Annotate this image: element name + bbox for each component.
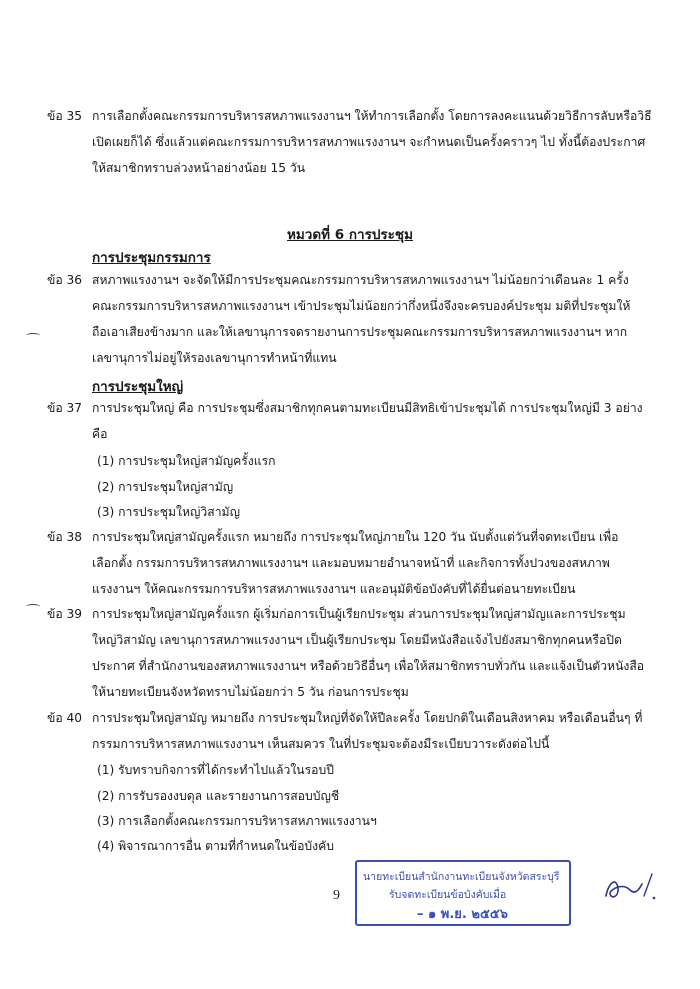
clause-35-line-3: ให้สมาชิกทราบล่วงหน้าอย่างน้อย 15 วัน <box>92 161 306 175</box>
clause-36-line-4: เลขานุการไม่อยู่ให้รองเลขานุการทำหน้าที่แทน <box>92 351 337 365</box>
clause-39-line-3: ประกาศ ที่สำนักงานของสหภาพแรงงานฯ หรือด้วยวิธีอื่นๆ เพื่อให้สมาชิกทราบทั่วกัน และแจ้งเป็นตัวหนังสือ <box>92 659 645 673</box>
clause-36-line-2: คณะกรรมการบริหารสหภาพแรงงานฯ เข้าประชุมไม่น้อยกว่ากึ่งหนึ่งจึงจะครบองค์ประชุม มติที่ประชุมให้ <box>92 299 631 313</box>
signature-mark <box>600 866 660 906</box>
clause-40-item-2: (2) การรับรองงบดุล และรายงานการสอบบัญชี <box>97 789 340 803</box>
clause-38-line-3: แรงงานฯ ให้คณะกรรมการบริหารสหภาพแรงงานฯ และอนุมัติข้อบังคับที่ได้ยื่นต่อนายทะเบียน <box>92 582 576 596</box>
clause-40-line-1: การประชุมใหญ่สามัญ หมายถึง การประชุมใหญ่ที่จัดให้ปีละครั้ง โดยปกติในเดือนสิงหาคม หรือเดือนอื่นๆ ที่ <box>92 711 643 725</box>
registration-stamp <box>355 860 571 926</box>
clause-37-line-2: คือ <box>92 427 108 441</box>
clause-40-line-2: กรรมการบริหารสหภาพแรงงานฯ เห็นสมควร ในที่ประชุมจะต้องมีระเบียบวาระดังต่อไปนี้ <box>92 737 550 751</box>
clause-38-line-2: เลือกตั้ง กรรมการบริหารสหภาพแรงงานฯ และมอบหมายอำนาจหน้าที่ และกิจการทั้งปวงของสหภาพ <box>92 556 610 570</box>
clause-36-line-3: ถือเอาเสียงข้างมาก และให้เลขานุการจดรายงานการประชุมคณะกรรมการบริหารสหภาพแรงงานฯ หาก <box>92 325 628 339</box>
section-heading-general-meeting: การประชุมใหญ่ <box>92 379 184 395</box>
clause-37-line-1: การประชุมใหญ่ คือ การประชุมซึ่งสมาชิกทุกคนตามทะเบียนมีสิทธิเข้าประชุมได้ การประชุมใหญ่มี 3 อย่าง <box>92 401 643 415</box>
margin-mark <box>26 604 40 609</box>
clause-37-item-2: (2) การประชุมใหญ่สามัญ <box>97 480 234 494</box>
clause-38-number: ข้อ 38 <box>47 530 83 544</box>
stamp-line-2: รับจดทะเบียนข้อบังคับเมื่อ <box>389 889 507 901</box>
clause-35-number: ข้อ 35 <box>47 109 83 123</box>
clause-40-item-1: (1) รับทราบกิจการที่ได้กระทำไปแล้วในรอบปี <box>97 763 334 777</box>
clause-38-line-1: การประชุมใหญ่สามัญครั้งแรก หมายถึง การประชุมใหญ่ภายใน 120 วัน นับตั้งแต่วันที่จดทะเบียน เพื่อ <box>92 530 619 544</box>
clause-36-line-1: สหภาพแรงงานฯ จะจัดให้มีการประชุมคณะกรรมการบริหารสหภาพแรงงานฯ ไม่น้อยกว่าเดือนละ 1 ครั้ง <box>92 273 629 287</box>
clause-40-item-4: (4) พิจารณาการอื่น ตามที่กำหนดในข้อบังคับ <box>97 839 334 853</box>
section-heading-committee-meeting: การประชุมกรรมการ <box>92 250 211 266</box>
margin-mark <box>26 333 40 338</box>
clause-39-line-2: ใหญ่วิสามัญ เลขานุการสหภาพแรงงานฯ เป็นผู้เรียกประชุม โดยมีหนังสือแจ้งไปยังสมาชิกทุกคนหรือปิด <box>92 633 622 647</box>
page-number: 9 <box>333 888 340 903</box>
clause-39-number: ข้อ 39 <box>47 607 83 621</box>
stamp-line-1: นายทะเบียนสำนักงานทะเบียนจังหวัดสระบุรี <box>363 871 560 883</box>
clause-36-number: ข้อ 36 <box>47 273 83 287</box>
stamp-date: – ๑ พ.ย. ๒๕๕๖ <box>417 907 508 922</box>
clause-40-item-3: (3) การเลือกตั้งคณะกรรมการบริหารสหภาพแรงงานฯ <box>97 814 377 828</box>
clause-39-line-4: ให้นายทะเบียนจังหวัดทราบไม่น้อยกว่า 5 วัน ก่อนการประชุม <box>92 685 409 699</box>
clause-40-number: ข้อ 40 <box>47 711 83 725</box>
clause-39-line-1: การประชุมใหญ่สามัญครั้งแรก ผู้เริ่มก่อการเป็นผู้เรียกประชุม ส่วนการประชุมใหญ่สามัญและการประชุม <box>92 607 626 621</box>
clause-37-item-3: (3) การประชุมใหญ่วิสามัญ <box>97 505 240 519</box>
clause-37-item-1: (1) การประชุมใหญ่สามัญครั้งแรก <box>97 454 276 468</box>
chapter-heading: หมวดที่ 6 การประชุม <box>287 227 413 243</box>
clause-35-line-2: เปิดเผยก็ได้ ซึ่งแล้วแต่คณะกรรมการบริหารสหภาพแรงงานฯ จะกำหนดเป็นครั้งคราวๆ ไป ทั้งนี้ต้องประกาศ <box>92 135 646 149</box>
clause-37-number: ข้อ 37 <box>47 401 83 415</box>
clause-35-line-1: การเลือกตั้งคณะกรรมการบริหารสหภาพแรงงานฯ ให้ทำการเลือกตั้ง โดยการลงคะแนนด้วยวิธีการลับหรือวิธี <box>92 109 652 123</box>
